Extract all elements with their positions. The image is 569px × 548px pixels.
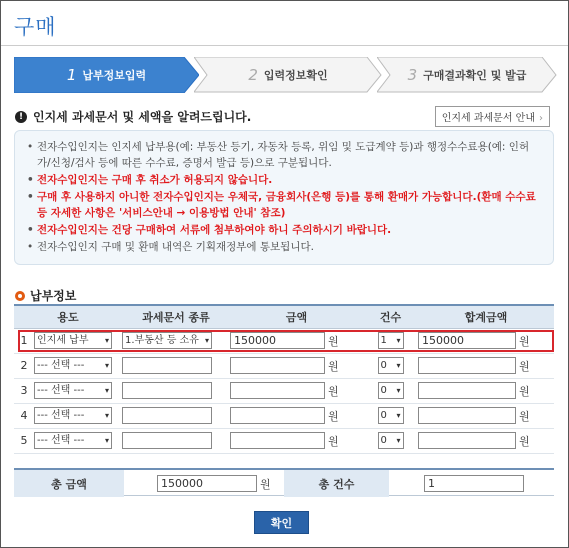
tax-document-guide-button[interactable] <box>435 106 550 127</box>
table-row <box>14 328 554 353</box>
dropdown-arrow-icon: ▾ <box>204 336 209 345</box>
col-count: 건수 <box>363 305 418 328</box>
row-index: 4 <box>14 403 34 428</box>
guide-button-label: 인지세 과세문서 안내 <box>441 113 535 124</box>
total-amount-cell <box>157 470 287 497</box>
info-item: • 전자수입인지는 인지세 납부용(예: 부동산 등기, 자동차 등록, 위임 및 도급계약 등)과 행정수수료용(예: 인허가/신청/검사 등에 따른 수수료, 증명서 발급 등)으로 구분됩니다. <box>27 139 541 171</box>
purpose-value: --- 선택 --- <box>37 410 85 421</box>
dropdown-arrow-icon: ▾ <box>104 336 109 345</box>
page-title: 구매 <box>14 15 57 39</box>
count-value: 0 <box>380 360 387 371</box>
total-cell <box>418 353 554 378</box>
dropdown-arrow-icon: ▾ <box>396 361 401 370</box>
payment-section-title: 납부정보 <box>30 289 77 303</box>
col-amount: 금액 <box>230 305 363 328</box>
count-cell <box>363 428 418 453</box>
total-cell <box>418 328 554 353</box>
amount-cell <box>230 428 363 453</box>
count-cell <box>363 353 418 378</box>
table-row <box>14 403 554 428</box>
count-cell <box>363 403 418 428</box>
purpose-cell <box>34 428 122 453</box>
count-cell <box>363 378 418 403</box>
amount-input[interactable] <box>230 357 325 374</box>
doc-type-select[interactable] <box>122 382 212 399</box>
info-item: • 전자수입인지 구매 및 환매 내역은 기획재정부에 통보됩니다. <box>27 239 541 255</box>
count-select[interactable] <box>378 432 404 449</box>
table-row <box>14 353 554 378</box>
table-row <box>14 428 554 453</box>
purpose-cell <box>34 378 122 403</box>
currency-label: 원 <box>519 409 530 423</box>
amount-cell <box>230 353 363 378</box>
bullet-circle-icon <box>15 291 25 301</box>
total-count-cell <box>424 470 534 497</box>
row-total-field[interactable] <box>418 357 516 374</box>
total-count-label: 총 건수 <box>284 470 389 497</box>
info-item-warning: • 전자수입인지는 건당 구매하여 서류에 첨부하여야 하니 주의하시기 바랍니다. <box>27 222 541 238</box>
purpose-select[interactable] <box>34 382 112 399</box>
total-amount-label: 총 금액 <box>14 470 124 497</box>
currency-label: 원 <box>519 384 530 398</box>
currency-label: 원 <box>519 434 530 448</box>
count-value: 0 <box>380 385 387 396</box>
dropdown-arrow-icon: ▾ <box>396 336 401 345</box>
total-cell <box>418 428 554 453</box>
doc-type-select[interactable] <box>122 332 212 349</box>
step-indicator <box>14 57 554 93</box>
row-index: 5 <box>14 428 34 453</box>
count-value: 0 <box>380 410 387 421</box>
exclamation-icon: ! <box>15 111 27 123</box>
total-cell <box>418 378 554 403</box>
doc-type-cell <box>122 353 230 378</box>
step-1-number: 1 <box>66 66 77 84</box>
col-doc-type: 과세문서 종류 <box>122 305 230 328</box>
purpose-select[interactable] <box>34 357 112 374</box>
row-index: 2 <box>14 353 34 378</box>
currency-label: 원 <box>328 434 339 448</box>
row-total-field[interactable] <box>418 407 516 424</box>
col-total: 합계금액 <box>418 305 554 328</box>
doc-type-cell <box>122 378 230 403</box>
currency-label: 원 <box>260 477 271 491</box>
row-index: 1 <box>14 328 34 353</box>
chevron-right-icon: › <box>539 113 543 124</box>
purpose-cell <box>34 403 122 428</box>
doc-type-value: 1.부동산 등 소유 <box>125 335 199 346</box>
table-row <box>14 378 554 403</box>
row-index: 3 <box>14 378 34 403</box>
info-item-warning: • 전자수입인지는 구매 후 취소가 허용되지 않습니다. <box>27 172 541 188</box>
currency-label: 원 <box>328 409 339 423</box>
total-count-field[interactable]: 1 <box>424 475 524 492</box>
count-select[interactable] <box>378 382 404 399</box>
amount-input[interactable] <box>230 382 325 399</box>
purpose-value: --- 선택 --- <box>37 385 85 396</box>
count-select[interactable] <box>378 357 404 374</box>
amount-cell <box>230 378 363 403</box>
count-select[interactable] <box>378 332 404 349</box>
step-1 <box>14 57 199 93</box>
payment-table <box>14 304 554 454</box>
step-1-label: 납부정보입력 <box>82 69 147 82</box>
currency-label: 원 <box>328 334 339 348</box>
dropdown-arrow-icon: ▾ <box>104 411 109 420</box>
amount-input[interactable]: 150000 <box>230 332 325 349</box>
notice-heading-text: 인지세 과세문서 및 세액을 알려드립니다. <box>33 110 252 124</box>
step-2 <box>194 57 382 93</box>
step-2-number: 2 <box>248 66 258 84</box>
col-purpose: 용도 <box>14 305 122 328</box>
doc-type-select[interactable] <box>122 357 212 374</box>
count-cell <box>363 328 418 353</box>
purpose-value: --- 선택 --- <box>37 360 85 371</box>
row-total-field[interactable]: 150000 <box>418 332 516 349</box>
step-3-number: 3 <box>407 66 418 84</box>
amount-cell <box>230 403 363 428</box>
row-total-field[interactable] <box>418 382 516 399</box>
currency-label: 원 <box>519 359 530 373</box>
currency-label: 원 <box>519 334 530 348</box>
doc-type-select[interactable] <box>122 432 212 449</box>
amount-input[interactable] <box>230 407 325 424</box>
amount-input[interactable] <box>230 432 325 449</box>
purpose-select[interactable] <box>34 332 112 349</box>
dropdown-arrow-icon: ▾ <box>396 436 401 445</box>
amount-cell <box>230 328 363 353</box>
purpose-value: --- 선택 --- <box>37 435 85 446</box>
total-amount-field[interactable]: 150000 <box>157 475 257 492</box>
row-total-field[interactable] <box>418 432 516 449</box>
doc-type-select[interactable] <box>122 407 212 424</box>
doc-type-cell <box>122 403 230 428</box>
purpose-cell <box>34 353 122 378</box>
confirm-button[interactable]: 확인 <box>254 511 309 534</box>
purpose-select[interactable] <box>34 407 112 424</box>
total-cell <box>418 403 554 428</box>
dropdown-arrow-icon: ▾ <box>396 386 401 395</box>
doc-type-cell <box>122 328 230 353</box>
step-3 <box>377 57 557 93</box>
dropdown-arrow-icon: ▾ <box>396 411 401 420</box>
currency-label: 원 <box>328 384 339 398</box>
purpose-select[interactable] <box>34 432 112 449</box>
payment-section-heading <box>15 287 76 304</box>
purpose-cell <box>34 328 122 353</box>
count-value: 0 <box>380 435 387 446</box>
count-value: 1 <box>380 335 387 346</box>
totals-bar <box>14 468 554 496</box>
dropdown-arrow-icon: ▾ <box>104 361 109 370</box>
info-item-warning: • 구매 후 사용하지 아니한 전자수입인지는 우체국, 금융회사(은행 등)를 통해 환매가 가능합니다.(환매 수수료 등 자세한 사항은 '서비스안내 → 이용방법 안내' 참조) <box>27 189 541 221</box>
title-divider <box>1 45 568 46</box>
currency-label: 원 <box>328 359 339 373</box>
count-select[interactable] <box>378 407 404 424</box>
dropdown-arrow-icon: ▾ <box>104 436 109 445</box>
step-3-label: 구매결과확인 및 발급 <box>423 69 527 82</box>
dropdown-arrow-icon: ▾ <box>104 386 109 395</box>
step-2-label: 입력정보확인 <box>263 69 328 82</box>
table-header-row <box>14 305 554 328</box>
purpose-value: 인지세 납부 <box>37 335 89 346</box>
notice-heading <box>15 108 251 125</box>
doc-type-cell <box>122 428 230 453</box>
info-box <box>14 130 554 265</box>
